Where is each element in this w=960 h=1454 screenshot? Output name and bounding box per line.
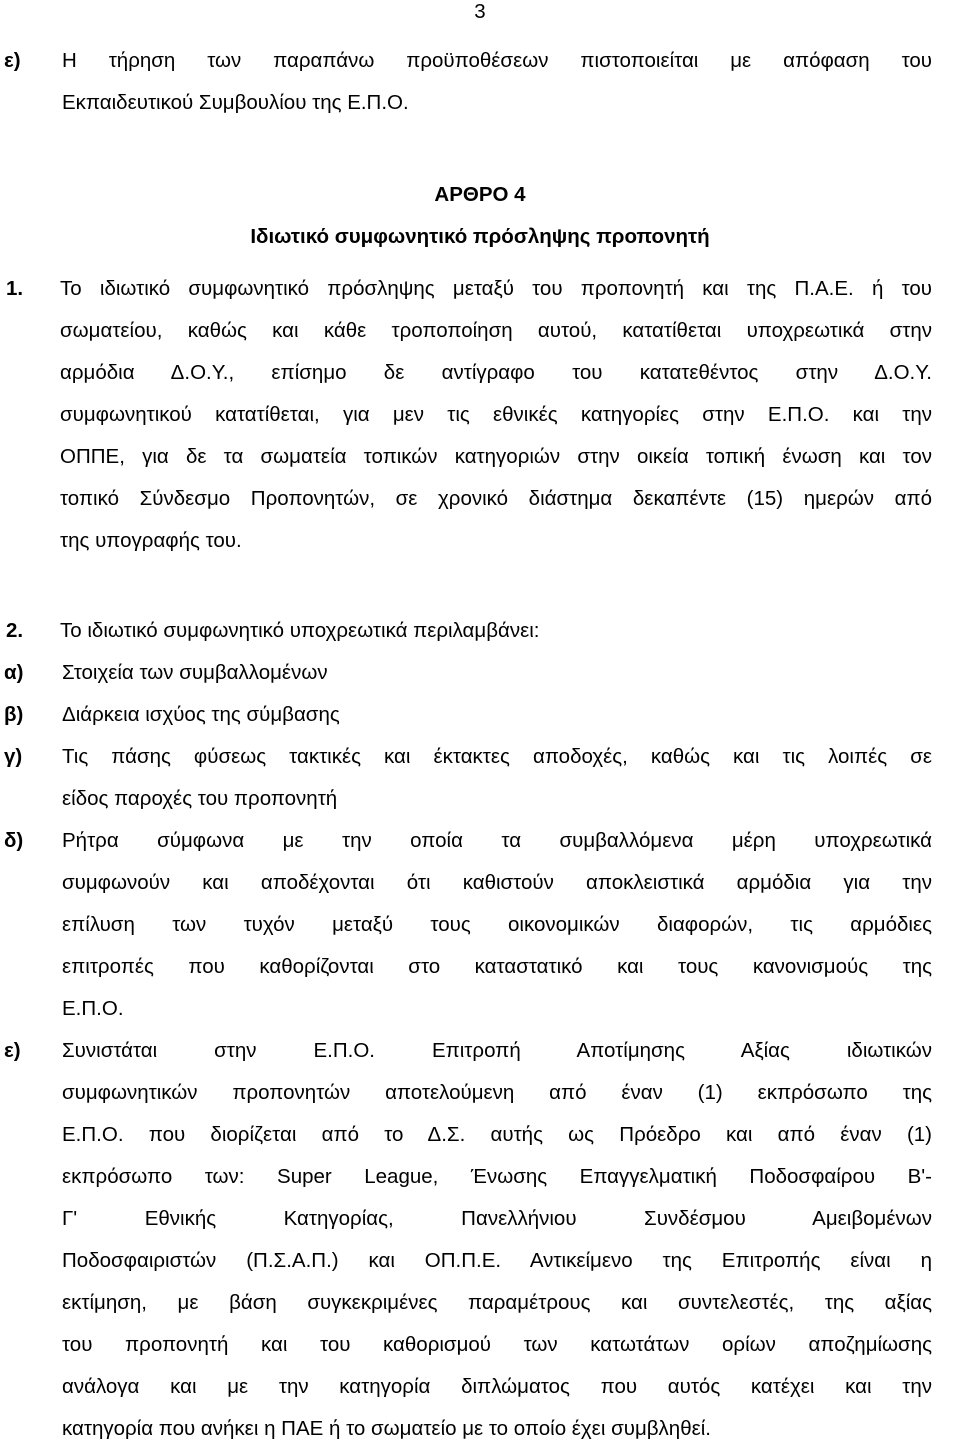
text-line: Διάρκεια ισχύος της σύμβασης: [62, 703, 340, 726]
page-number: 3: [474, 0, 486, 23]
paragraph-1-text: [60, 268, 960, 562]
intro-marker: ε): [4, 49, 21, 72]
text-line: Ποδοσφαιριστών (Π.Σ.Α.Π.) και ΟΠ.Π.Ε. Αντικείμενο της Επιτροπής είναι η: [62, 1249, 932, 1272]
text-line: κατηγορία που ανήκει η ΠΑΕ ή το σωματείο με το οποίο έχει συμβληθεί.: [62, 1417, 711, 1440]
text-line: Ε.Π.Ο. που διορίζεται από το Δ.Σ. αυτής ως Πρόεδρο και από έναν (1): [62, 1123, 932, 1146]
text-line: ΟΠΠΕ, για δε τα σωματεία τοπικών κατηγοριών στην οικεία τοπική ένωση και τον: [60, 445, 932, 468]
text-line: εκτίμηση, με βάση συγκεκριμένες παραμέτρους και συντελεστές, της αξίας: [62, 1291, 932, 1314]
text-line: Το ιδιωτικό συμφωνητικό πρόσληψης μεταξύ του προπονητή και της Π.Α.Ε. ή του: [60, 277, 932, 300]
intro-text: [62, 40, 960, 124]
text-line: Συνιστάται στην Ε.Π.Ο. Επιτροπή Αποτίμησης Αξίας ιδιωτικών: [62, 1039, 932, 1062]
text-line: του προπονητή και του καθορισμού των κατωτάτων ορίων αποζημίωσης: [62, 1333, 932, 1356]
text-line: είδος παροχές του προπονητή: [62, 787, 338, 810]
paragraph-2: [0, 610, 960, 1450]
list-item: [0, 652, 960, 694]
list-item: [0, 736, 960, 820]
text-line: συμφωνούν και αποδέχονται ότι καθιστούν αποκλειστικά αρμόδια για την: [62, 871, 932, 894]
text-line: ανάλογα και με την κατηγορία διπλώματος που αυτός κατέχει και την: [62, 1375, 932, 1398]
text-line: αρμόδια Δ.Ο.Υ., επίσημο δε αντίγραφο του κατατεθέντος στην Δ.Ο.Υ.: [60, 361, 932, 384]
paragraph-1: [0, 268, 960, 562]
text-line: Στοιχεία των συμβαλλομένων: [62, 661, 328, 684]
text-line: συμφωνητικών προπονητών αποτελούμενη από έναν (1) εκπρόσωπο της: [62, 1081, 932, 1104]
article-number: ΑΡΘΡΟ 4: [434, 183, 526, 206]
article-title: Ιδιωτικό συμφωνητικό πρόσληψης προπονητή: [250, 225, 710, 248]
text-line: σωματείου, καθώς και κάθε τροποποίηση αυτού, κατατίθεται υποχρεωτικά στην: [60, 319, 932, 342]
list-item-marker: δ): [4, 829, 24, 852]
list-item-marker: α): [4, 661, 24, 684]
text-line: Τις πάσης φύσεως τακτικές και έκτακτες αποδοχές, καθώς και τις λοιπές σε: [62, 745, 932, 768]
list-item-marker: γ): [4, 745, 23, 768]
text-line: Εκπαιδευτικού Συμβουλίου της Ε.Π.Ο.: [62, 91, 409, 114]
text-line: Ε.Π.Ο.: [62, 997, 124, 1020]
text-line: Ρήτρα σύμφωνα με την οποία τα συμβαλλόμενα μέρη υποχρεωτικά: [62, 829, 932, 852]
text-line: Γ' Εθνικής Κατηγορίας, Πανελλήνιου Συνδέσμου Αμειβομένων: [62, 1207, 932, 1230]
text-line: επίλυση των τυχόν μεταξύ τους οικονομικών διαφορών, τις αρμόδιες: [62, 913, 932, 936]
list-item: [0, 820, 960, 1030]
text-line: εκπρόσωπο των: Super League, Ένωσης Επαγγελματική Ποδοσφαίρου Β'-: [62, 1165, 932, 1188]
list-item: [0, 694, 960, 736]
list-item-marker: β): [4, 703, 24, 726]
paragraph-2-intro: Το ιδιωτικό συμφωνητικό υποχρεωτικά περιλαμβάνει:: [60, 619, 540, 642]
text-line: συμφωνητικού κατατίθεται, για μεν τις εθνικές κατηγορίες στην Ε.Π.Ο. και την: [60, 403, 932, 426]
intro-item: [0, 40, 960, 124]
list-item-marker: ε): [4, 1039, 21, 1062]
list-item: [0, 1030, 960, 1450]
paragraph-1-marker: 1.: [6, 277, 24, 300]
text-line: τοπικό Σύνδεσμο Προπονητών, σε χρονικό διάστημα δεκαπέντε (15) ημερών από: [60, 487, 932, 510]
article-heading: [0, 174, 960, 258]
text-line: επιτροπές που καθορίζονται στο καταστατικό και τους κανονισμούς της: [62, 955, 932, 978]
text-line: Η τήρηση των παραπάνω προϋποθέσεων πιστοποιείται με απόφαση του: [62, 49, 932, 72]
paragraph-2-marker: 2.: [6, 619, 24, 642]
text-line: της υπογραφής του.: [60, 529, 242, 552]
